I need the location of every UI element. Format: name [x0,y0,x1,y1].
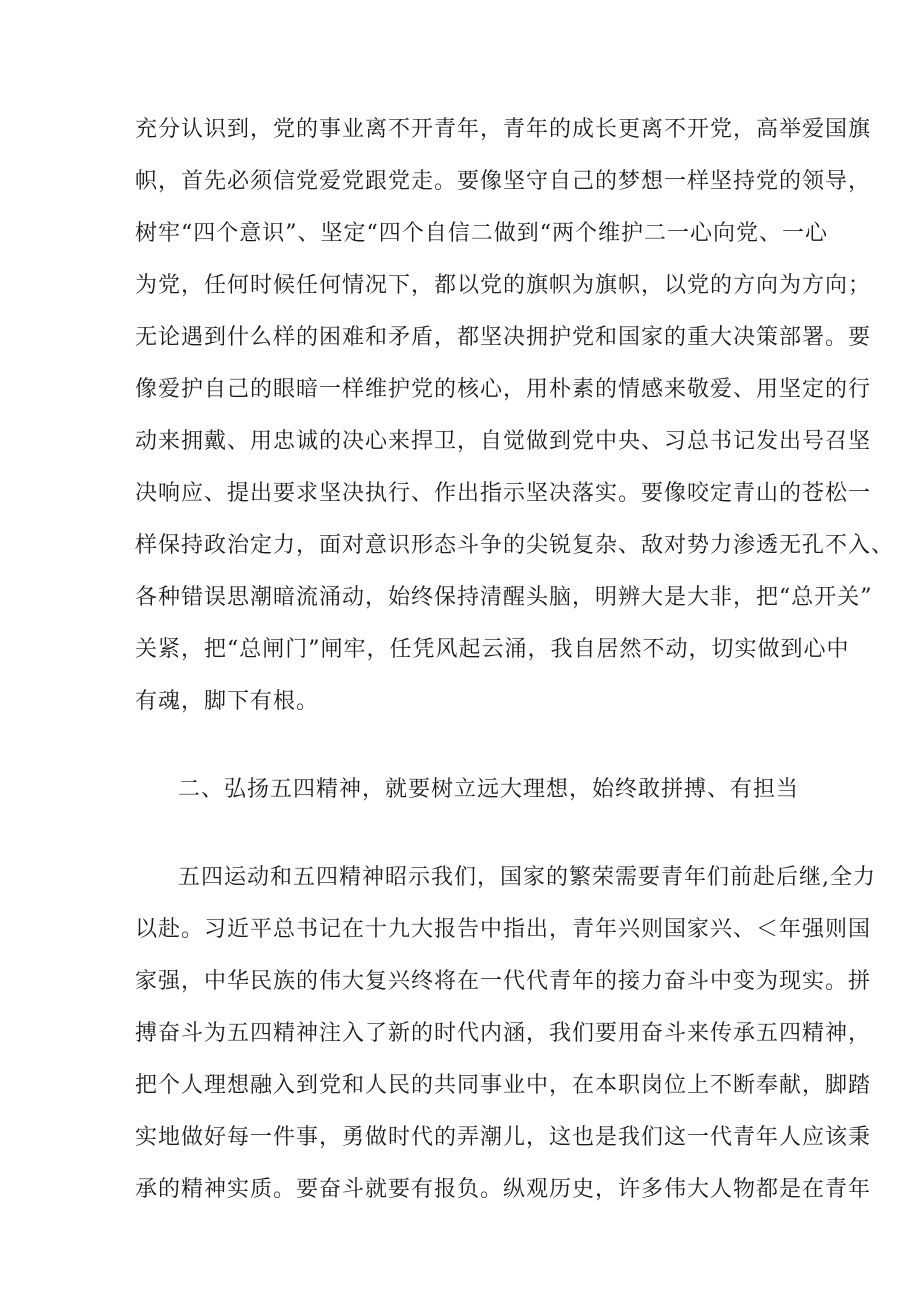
paragraph-1-line-4: 为党，任何时候任何情况下，都以党的旗帜为旗帜，以党的方向为方向； [135,273,872,298]
paragraph-2-line-4: 搏奋斗为五四精神注入了新的时代内涵，我们要用奋斗来传承五四精神， [135,1021,872,1046]
paragraph-2-line-6: 实地做好每一件事，勇做时代的弄潮儿，这也是我们这一代青年人应该秉 [135,1125,872,1150]
section-heading-2: 二、弘扬五四精神，就要树立远大理想，始终敢拼搏、有担当 [178,777,800,802]
paragraph-1-line-3: 树牢“四个意识”、坚定“四个自信二做到“两个维护二一心向党、一心 [135,221,828,246]
paragraph-1-line-10: 各种错误思潮暗流涌动，始终保持清醒头脑，明辨大是大非，把“总开关” [135,585,873,610]
paragraph-1-line-2: 帜，首先必须信党爱党跟党走。要像坚守自己的梦想一样坚持党的领导， [135,169,872,194]
paragraph-1-line-6: 像爱护自己的眼暗一样维护党的核心，用朴素的情感来敬爱、用坚定的行 [135,377,872,402]
paragraph-1-line-5: 无论遇到什么样的困难和矛盾，都坚决拥护党和国家的重大决策部署。要 [135,325,872,350]
paragraph-2-line-1: 五四运动和五四精神昭示我们，国家的繁荣需要青年们前赴后继,全力 [178,865,876,890]
paragraph-2-line-5: 把个人理想融入到党和人民的共同事业中，在本职岗位上不断奉献，脚踏 [135,1073,872,1098]
paragraph-1-line-11: 关紧，把“总闸门”闸牢，任凭风起云涌，我自居然不动，切实做到心中 [135,637,850,662]
paragraph-1-line-9: 样保持政治定力，面对意识形态斗争的尖锐复杂、敌对势力渗透无孔不入、 [135,533,895,558]
paragraph-2-line-3: 家强，中华民族的伟大复兴终将在一代代青年的接力奋斗中变为现实。拼 [135,969,872,994]
paragraph-1-line-7: 动来拥戴、用忠诚的决心来捍卫，自觉做到党中央、习总书记发出号召坚 [135,429,872,454]
paragraph-2-line-7: 承的精神实质。要奋斗就要有报负。纵观历史，许多伟大人物都是在青年 [135,1177,872,1202]
paragraph-1-line-8: 决响应、提出要求坚决执行、作出指示坚决落实。要像咬定青山的苍松一 [135,481,872,506]
paragraph-2-line-2: 以赴。习近平总书记在十九大报告中指出，青年兴则国家兴、＜年强则国 [135,917,872,942]
paragraph-1-line-12: 有魂，脚下有根。 [135,689,320,714]
paragraph-1-line-1: 充分认识到，党的事业离不开青年，青年的成长更离不开党，高举爱国旗 [135,117,872,142]
